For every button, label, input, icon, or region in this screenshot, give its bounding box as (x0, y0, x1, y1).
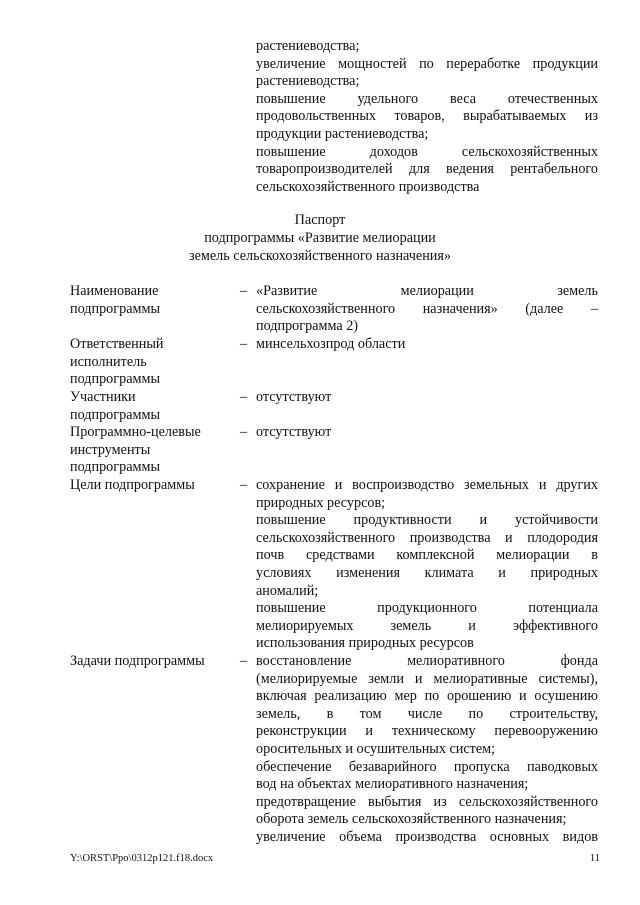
intro-line: продовольственных товаров, вырабатываемых из (256, 108, 598, 125)
value-line: мелиорируемых земель и эффективного (256, 617, 598, 634)
value-line: предотвращение выбытия из сельскохозяйственного (256, 793, 598, 810)
label-line: подпрограммы (70, 300, 160, 317)
row-dash: – (240, 389, 248, 405)
footer-file-path: Y:\ORST\Ppo\0312p121.f18.docx (70, 853, 214, 864)
row-value-goals (256, 477, 598, 653)
label-line: подпрограммы (70, 459, 160, 476)
row-label-executor (70, 336, 230, 389)
row-dash: – (240, 336, 248, 352)
intro-line: увеличение мощностей по переработке продукции (256, 55, 598, 72)
value-line: отсутствуют (256, 424, 332, 440)
row-value-tasks (256, 653, 598, 847)
value-line: оросительных и осушительных систем; (256, 740, 496, 757)
value-line: отсутствуют (256, 389, 332, 405)
value-line: сельскохозяйственного производства и плодородия (256, 529, 598, 546)
label-line: подпрограммы (70, 406, 160, 423)
value-line: реконструкции и техническому перевооружению (256, 723, 598, 740)
value-line: почв средствами комплексной мелиорации в (256, 547, 598, 564)
intro-line: растениеводства; (256, 73, 360, 90)
value-line: обеспечение безаварийного пропуска паводковых (256, 758, 598, 775)
value-line: восстановление мелиоративного фонда (256, 653, 598, 669)
row-dash: – (240, 283, 248, 299)
row-value-name (256, 283, 598, 336)
row-dash: – (240, 477, 248, 493)
intro-line: повышение доходов сельскохозяйственных (256, 143, 598, 160)
intro-text-block (256, 38, 598, 196)
row-label-name (70, 283, 230, 318)
value-line: (мелиорируемые земли и мелиоративные системы), (256, 670, 598, 687)
value-line: сельскохозяйственного назначения» (далее – (256, 300, 598, 317)
value-line: «Развитие мелиорации земель (256, 283, 598, 299)
value-line: использования природных ресурсов (256, 635, 474, 652)
row-label-tasks (70, 653, 230, 671)
label-line: Участники (70, 389, 136, 405)
label-line: инструменты (70, 441, 151, 458)
row-label-goals (70, 477, 230, 495)
intro-line: сельскохозяйственного производства (256, 178, 480, 195)
label-line: Задачи подпрограммы (70, 653, 205, 669)
label-line: подпрограммы (70, 371, 160, 388)
value-line: условиях изменения климата и природных (256, 564, 598, 581)
value-line: земель, в том числе по строительству, (256, 705, 598, 722)
value-line: увеличение объема производства основных видов (256, 828, 598, 845)
row-value-participants (256, 389, 598, 407)
intro-line: продукции растениеводства; (256, 125, 429, 142)
passport-subtitle-1: подпрограммы «Развитие мелиорации (204, 230, 436, 246)
label-line: Цели подпрограммы (70, 477, 195, 493)
row-label-instruments (70, 424, 230, 477)
row-value-instruments (256, 424, 598, 442)
value-line: включая реализацию мер по орошению и осушению (256, 688, 598, 705)
row-dash: – (240, 653, 248, 669)
intro-line: растениеводства; (256, 38, 360, 54)
value-line: природных ресурсов; (256, 494, 386, 511)
value-line: оборота земель сельскохозяйственного назначения; (256, 811, 567, 828)
value-line: сохранение и воспроизводство земельных и других (256, 477, 598, 493)
label-line: Ответственный (70, 336, 164, 352)
label-line: исполнитель (70, 353, 147, 370)
passport-title: Паспорт (294, 212, 346, 228)
row-value-executor (256, 336, 598, 354)
intro-line: повышение удельного веса отечественных (256, 90, 598, 107)
value-line: минсельхозпрод области (256, 336, 406, 352)
intro-line: товаропроизводителей для ведения рентабельного (256, 161, 598, 178)
row-label-participants (70, 389, 230, 424)
passport-subtitle-2: земель сельскохозяйственного назначения» (188, 248, 452, 264)
value-line: повышение продукционного потенциала (256, 600, 598, 617)
value-line: подпрограмма 2) (256, 318, 359, 335)
value-line: аномалий; (256, 582, 319, 599)
value-line: повышение продуктивности и устойчивости (256, 512, 598, 529)
label-line: Наименование (70, 283, 159, 299)
row-dash: – (240, 424, 248, 440)
value-line: вод на объектах мелиоративного назначения; (256, 776, 529, 793)
label-line: Программно-целевые (70, 424, 201, 440)
footer-page-number: 11 (589, 853, 600, 864)
